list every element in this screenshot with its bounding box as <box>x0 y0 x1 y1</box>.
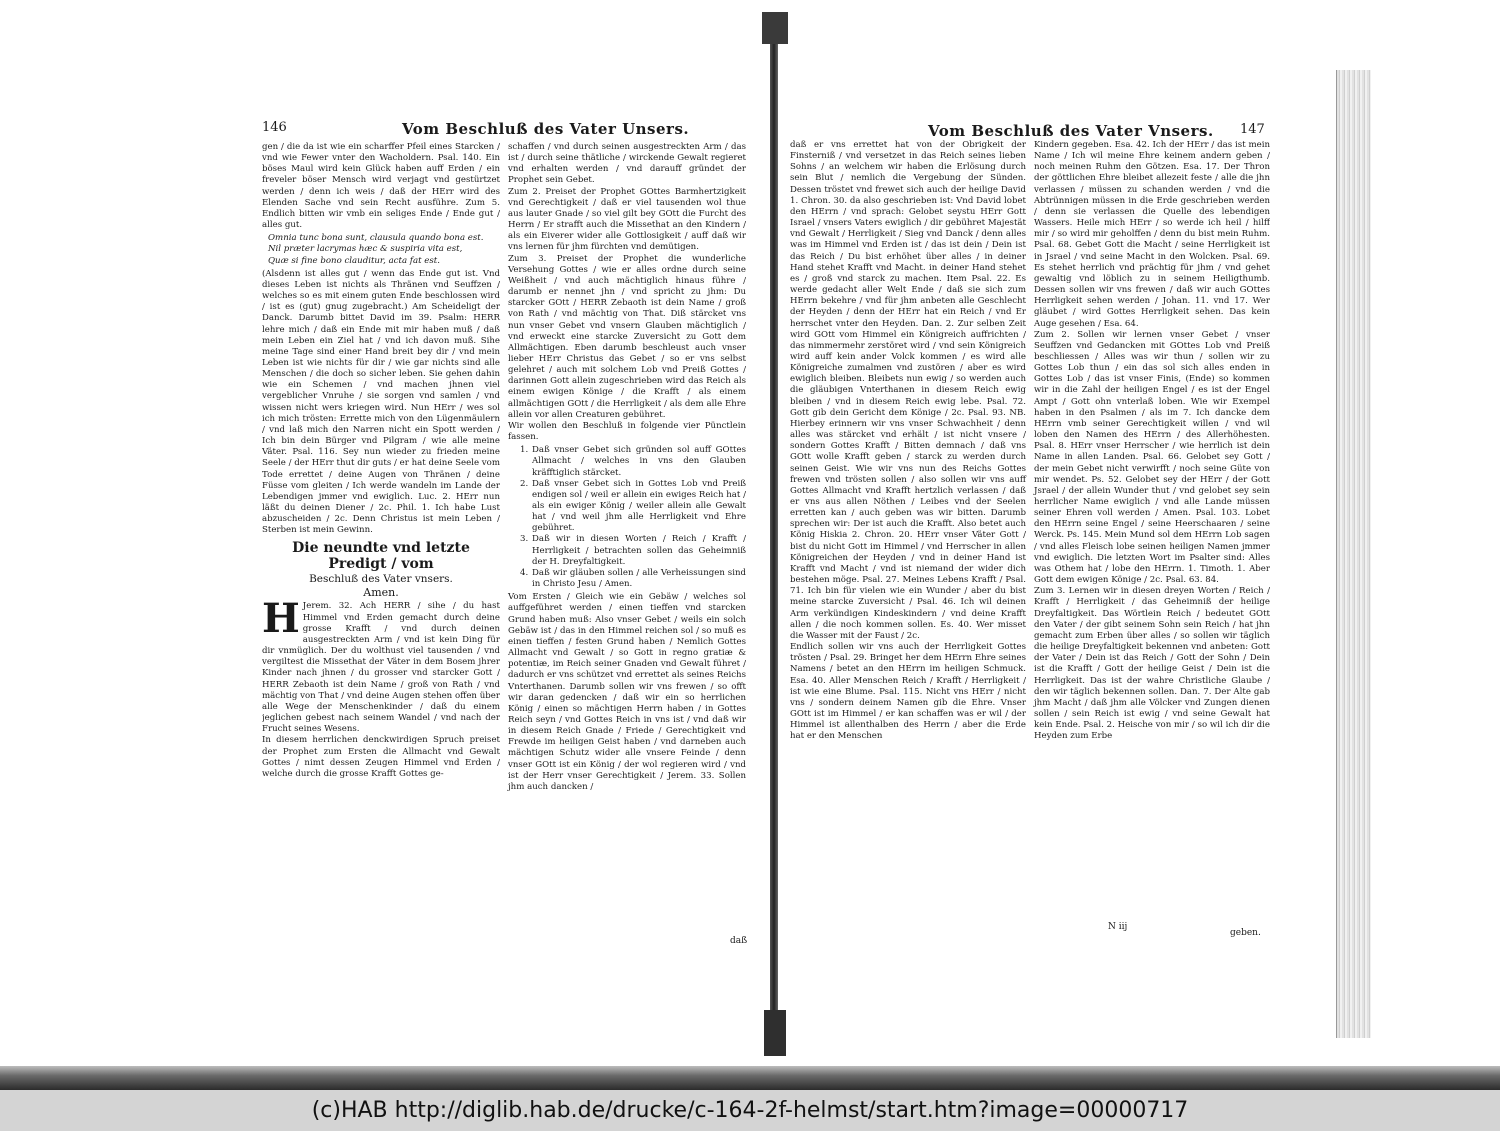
right-column-1 <box>790 140 1026 742</box>
page-number: 146 <box>262 120 287 135</box>
points-list <box>520 445 746 590</box>
right-page <box>790 122 1270 942</box>
copyright-footer: (c)HAB http://diglib.hab.de/drucke/c-164-2f-helmst/start.htm?image=00000717 <box>0 1090 1500 1131</box>
paragraph <box>262 595 500 735</box>
paragraph: Zum 3. Preiset der Prophet die wunderliche Versehung Gottes / wie er alles ordne durch seine Weißheit / vnd auch mächtiglich hinaus führe / darumb er nennet jhn / vnd spricht zu jhm: Du starcker GOtt / HERR Zebaoth ist dein Name / groß von Rath / vnd mächtig von That. Diß stärcket vns nun vnser Gebet vnd vnsern Glauben mächtiglich / vnd erweckt eine starcke Zuversicht zu Gott dem Allmächtigen. Eben darumb beschleust auch vnser lieber HErr Christus das Gebet / so er vns selbst gelehret / auch mit solchem Lob vnd Preiß Gottes / darinnen Gott allein zugeschrieben wird das Reich als einem ewigen Könige / die Krafft / als einem allmächtigen GOtt / die Herrligkeit / als dem alle Ehre allein vor allen Creaturen gebühret. <box>508 253 746 420</box>
paragraph: schaffen / vnd durch seinen ausgestreckten Arm / das ist / durch seine thätliche / wirckende Gewalt regieret vnd erhalten werden / vnd darauff gründet der Prophet sein Gebet. <box>508 142 746 186</box>
paragraph-text: Jerem. 32. Ach HERR / sihe / du hast Himmel vnd Erden gemacht durch deine grosse Krafft / vnd durch deinen ausgestreckten Arm / vnd ist kein Ding für dir vnmüglich. Der du wolthust viel tausenden / vnd vergiltest die Missethat der Väter in dem Bosem jhrer Kinder nach jhnen / du grosser vnd starcker Gott / HERR Zebaoth ist dein Name / groß von Rath / vnd mächtig von That / vnd deine Augen stehen offen über alle Wege der Menschenkinder / daß du einem jeglichen gebest nach seinem Wandel / vnd nach der Frucht seines Wesens. <box>262 601 500 735</box>
paragraph: Endlich sollen wir vns auch der Herrligkeit Gottes trösten / Psal. 29. Bringet her dem HErrn Ehre seines Namens / betet an den HErrn im heiligen Schmuck. Esa. 40. Aller Menschen Reich / Krafft / Herrligkeit / ist wie eine Blume. Psal. 115. Nicht vns HErr / nicht vns / sondern deinem Namen gib die Ehre. Vnser GOtt ist im Himmel / er kan schaffen was er wil / der Himmel ist allenthalben des Herrn / aber die Erde hat er den Menschen <box>790 642 1026 742</box>
page-edges <box>1336 70 1371 1038</box>
right-column-2 <box>1034 140 1270 742</box>
paragraph: Kindern gegeben. Esa. 42. Ich der HErr / das ist mein Name / Ich wil meine Ehre keinem andern geben / noch meinen Ruhm den Götzen. Esa. 17. Der Thron der göttlichen Ehre bleibet allezeit feste / alle die jhn verlassen / müssen zu schanden werden / vnd die Abtrünnigen müssen in die Erde geschrieben werden / denn sie verlassen die Quelle des lebendigen Wassers. Heile mich HErr / so werde ich heil / hilff mir / so wird mir geholffen / denn du bist mein Ruhm. Psal. 68. Gebet Gott die Macht / seine Herrligkeit ist in Jsrael / vnd seine Macht in den Wolcken. Psal. 69. Es stehet herrlich vnd prächtig für jhm / vnd gehet gewaltig vnd löblich zu in seinem Heiligthumb. Dessen sollen wir vns frewen / daß wir auch GOttes Herrligkeit sehen werden / Johan. 11. vnd 17. Wer gläubet / wird Gottes Herrligkeit sehen. Das kein Auge gesehen / Esa. 64. <box>1034 140 1270 329</box>
paragraph: (Alsdenn ist alles gut / wenn das Ende gut ist. Vnd dieses Leben ist nichts als Thränen vnd Seuffzen / welches so es mit einem guten Ende beschlossen wird / ist es (gut) gnug zugebracht.) Am Scheideligt der Danck. Darumb bittet David im 39. Psalm: HERR lehre mich / daß ein Ende mit mir haben muß / daß mein Leben ein Ziel hat / vnd ich davon muß. Sihe meine Tage sind einer Hand breit bey dir / vnd mein Leben ist wie nichts für dir / wie gar nichts sind alle Menschen / die doch so sicher leben. Sie gehen dahin wie ein Schemen / vnd machen jhnen viel vergeblicher Vnruhe / sie sorgen vnd samlen / vnd wissen nicht wers kriegen wird. Nun HErr / wes sol ich mich trösten: Errette mich von den Lügenmäulern / vnd laß mich den Narren nicht ein Spott werden / Ich bin dein Bürger vnd Pilgram / wie alle meine Väter. Psal. 116. Sey nun wieder zu frieden meine Seele / der HErr thut dir guts / er hat deine Seele vom Tode errettet / deine Augen von Thränen / deine Füsse vom gleiten / Ich werde wandeln im Lande der Lebendigen jmmer vnd ewiglich. Luc. 2. HErr nun läßt du deinen Diener / 2c. Phil. 1. Ich habe Lust abzuscheiden / 2c. Denn Christus ist mein Leben / Sterben ist mein Gewinn. <box>262 268 500 536</box>
list-item: 3. Daß wir in diesen Worten / Reich / Krafft / Herrligkeit / betrachten sollen das Geheimniß der H. Dreyfaltigkeit. <box>520 534 746 567</box>
latin-verse <box>268 233 500 266</box>
running-head: Vom Beschluß des Vater Vnsers. <box>928 122 1214 140</box>
left-page <box>262 120 748 960</box>
signature-mark: N iij <box>1108 922 1128 932</box>
paragraph: Wir wollen den Beschluß in folgende vier Pünctlein fassen. <box>508 420 746 443</box>
running-head: Vom Beschluß des Vater Unsers. <box>402 120 690 138</box>
scan-bottom-edge <box>0 1066 1500 1090</box>
paragraph: Zum 2. Preiset der Prophet GOttes Barmhertzigkeit vnd Gerechtigkeit / daß er viel tausenden wol thue aus lauter Gnade / so viel gilt bey GOtt die Furcht des Herrn / Er strafft auch die Missethat an den Kindern / als ein Eiverer wider alle Gottlosigkeit / auff daß wir vns lernen für jhm fürchten vnd demütigen. <box>508 186 746 253</box>
catchword: geben. <box>1230 928 1261 938</box>
latin-line: Omnia tunc bona sunt, clausula quando bona est. <box>268 233 484 244</box>
page-number: 147 <box>1240 122 1265 137</box>
spine-bottom <box>764 1010 786 1056</box>
left-column-2 <box>508 142 746 793</box>
paragraph: Zum 2. Sollen wir lernen vnser Gebet / vnser Seuffzen vnd Gedancken mit GOttes Lob vnd Preiß beschliessen / Alles was wir thun / sollen wir zu Gottes Lob thun / ein das sol sich alles enden in Gottes Lob / das ist vnser Finis, (Ende) so kommen wir in die Zahl der heiligen Engel / es ist der Engel Ampt / Gott ohn vnterlaß loben. Wie wir Exempel haben in den Psalmen / als im 7. Ich dancke dem HErrn vmb seiner Gerechtigkeit willen / vnd wil loben den Namen des HErrn / des Allerhöhesten. Psal. 8. HErr vnser Herrscher / wie herrlich ist dein Name in allen Landen. Psal. 66. Gelobet sey Gott / der mein Gebet nicht verwirfft / noch seine Güte von mir wendet. Ps. 52. Gelobet sey der HErr / der Gott Jsrael / der allein Wunder thut / vnd gelobet sey sein herrlicher Name ewiglich / vnd alle Lande müssen seiner Ehren voll werden / Amen. Psal. 103. Lobet den HErrn seine Engel / seine Heerschaaren / seine Werck. Ps. 145. Mein Mund sol dem HErrn Lob sagen / vnd alles Fleisch lobe seinen heiligen Namen jmmer vnd ewiglich. Die letzten Wort im Psalter sind: Alles was Othem hat / lobe den HErrn. 1. Timoth. 1. Aber Gott dem ewigen Könige / 2c. Psal. 63. 84. <box>1034 329 1270 586</box>
sermon-amen: Amen. <box>363 586 399 600</box>
book-spine <box>770 44 778 1044</box>
catchword: daß <box>730 936 748 946</box>
sermon-title: Die neundte vnd letzte Predigt / vom <box>292 540 470 573</box>
paragraph: daß er vns errettet hat von der Obrigkeit der Finsterniß / vnd versetzet in das Reich seines lieben Sohns / an welchem wir haben die Erlösung durch sein Blut / nemlich die Vergebung der Sünden. Dessen tröstet vnd frewet sich auch der heilige David 1. Chron. 30. da also geschrieben ist: Vnd David lobet den HErrn / vnd sprach: Gelobet seystu HErr Gott Israel / vnsers Vaters ewiglich / dir gebühret Majestät vnd Gewalt / Herrligkeit / Sieg vnd Danck / denn alles was im Himmel vnd Erden ist / das ist dein / Dein ist das Reich / Du bist erhöhet über alles / in deiner Hand stehet Krafft vnd Macht. in deiner Hand stehet es / groß vnd starck zu machen. Item Psal. 22. Es werde gedacht aller Welt Ende / daß sie sich zum HErrn bekehre / vnd für jhm anbeten alle Geschlecht der Heyden / denn der HErr hat ein Reich / vnd Er herrschet vnter den Heyden. Dan. 2. Zur selben Zeit wird GOtt vom Himmel ein Königreich auffrichten / das nimmermehr zerstöret wird / vnd sein Königreich wird auff kein ander Volck kommen / es wird alle Königreiche zumalmen vnd zustören / aber es wird ewiglich bleiben. Bleibets nun ewig / so werden auch die gläubigen Vnterthanen in diesem Reich ewig bleiben / vnd in diesem Reich ewig lebe. Psal. 72. Gott gib dein Gericht dem Könige / 2c. Psal. 93. NB. Hierbey erinnern wir vns vnser Schwachheit / denn alles was stärcket vnd erhält / ist nicht vnsere / sondern Gottes Krafft / Bitten demnach / daß vns GOtt wolle Krafft geben / starck zu werden durch seinen Geist. Wie wir vns nun des Reichs Gottes frewen vnd trösten sollen / also sollen wir vns auff Gottes Allmacht vnd Krafft hertzlich verlassen / daß er vns aus allen Nöthen / Leibes vnd der Seelen erretten kan / auch geben was wir bitten. Darumb sprechen wir: Der ist auch die Krafft. Also betet auch König Hiskia 2. Chron. 20. HErr vnser Väter Gott / bist du nicht Gott im Himmel / vnd Herrscher in allen Königreichen der Heyden / vnd in deiner Hand ist Krafft vnd Macht / vnd ist niemand der wider dich bestehen möge. Psal. 27. Meines Lebens Krafft / Psal. 71. Ich bin für vielen wie ein Wunder / aber du bist meine starcke Zuversicht / Psal. 46. Ich wil deinen Arm verkündigen Kindeskindern / vnd deine Krafft allen / die noch kommen sollen. Es. 40. Wer misset die Wasser mit der Faust / 2c. <box>790 140 1026 641</box>
paragraph: In diesem herrlichen denckwirdigen Spruch preiset der Prophet zum Ersten die Allmacht vnd Gewalt Gottes / nimt dessen Zeugen Himmel vnd Erden / welche durch die grosse Krafft Gottes ge- <box>262 735 500 779</box>
sermon-subtitle: Beschluß des Vater vnsers. <box>309 573 453 586</box>
spine-top <box>762 12 788 44</box>
paragraph: Zum 3. Lernen wir in diesen dreyen Worten / Reich / Krafft / Herrligkeit / das Geheimniß der heilige Dreyfaltigkeit. Das Wörtlein Reich / bedeutet GOtt den Vater / der gibt seinem Sohn sein Reich / hat jhn gemacht zum Erben über alles / so sollen wir täglich die heilige Dreyfaltigkeit bekennen vnd anbeten: Gott der Vater / Dein ist das Reich / Gott der Sohn / Dein ist die Krafft / Gott der heilige Geist / Dein ist die Herrligkeit. Das ist der wahre Christliche Glaube / den wir täglich bekennen sollen. Dan. 7. Der Alte gab jhm Macht / daß jhm alle Völcker vnd Zungen dienen sollen / sein Reich ist ewig / vnd seine Gewalt hat kein Ende. Psal. 2. Heische von mir / so wil ich dir die Heyden zum Erbe <box>1034 586 1270 742</box>
drop-cap: H <box>262 595 300 643</box>
latin-line: Quæ si fine bono clauditur, acta fat est. <box>268 255 440 266</box>
paragraph: Vom Ersten / Gleich wie ein Gebäw / welches sol auffgeführet werden / einen tieffen vnd starcken Grund haben muß: Also vnser Gebet / weils ein solch Gebäw ist / das in den Himmel reichen sol / so muß es einen tieffen / festen Grund haben / Nemlich Gottes Allmacht vnd Gewalt / so Gott in regno gratiæ & potentiæ, im Reich seiner Gnaden vnd Gewalt führet / dadurch er vns schützet vnd errettet als seines Reichs Vnterthanen. Darumb sollen wir vns frewen / so offt wir daran gedencken / daß wir ein so herrlichen König / einen so mächtigen Herrn haben / in Gottes Reich seyn / vnd Gottes Reich in vns ist / vnd daß wir in diesem Reich Gnade / Friede / Gerechtigkeit vnd Frewde im heiligen Geist haben / vnd darneben auch mächtigen Schutz wider alle vnsere Feinde / denn vnser GOtt ist ein König / der wol regieren wird / vnd ist der Herr vnser Gerechtigkeit / Jerem. 33. Sollen jhm auch dancken / <box>508 592 746 792</box>
list-item: 4. Daß wir gläuben sollen / alle Verheissungen sind in Christo Jesu / Amen. <box>520 567 746 590</box>
list-item: 2. Daß vnser Gebet sich in Gottes Lob vnd Preiß endigen sol / weil er allein ein ewiges Reich hat / als ein ewiger König / weiler allein alle Gewalt hat / vnd weil jhm alle Herrligkeit vnd Ehre gebühret. <box>520 478 746 534</box>
latin-line: Nil præter lacrymas hæc & suspiria vita est, <box>268 244 463 255</box>
paragraph: gen / die da ist wie ein scharffer Pfeil eines Starcken / vnd wie Fewer vnter den Wacholdern. Psal. 140. Ein böses Maul wird kein Glück haben auff Erden / ein freveler böser Mensch wird verjagt vnd gestürtzet werden / denn ich weis / daß der HErr wird des Elenden Sache vnd sein Recht ausführe. Zum 5. Endlich bitten wir vmb ein seliges Ende / Ende gut / alles gut. <box>262 142 500 231</box>
left-column-1 <box>262 142 500 780</box>
list-item: 1. Daß vnser Gebet sich gründen sol auff GOttes Allmacht / welches in vns den Glauben kräfftiglich stärcket. <box>520 445 746 478</box>
